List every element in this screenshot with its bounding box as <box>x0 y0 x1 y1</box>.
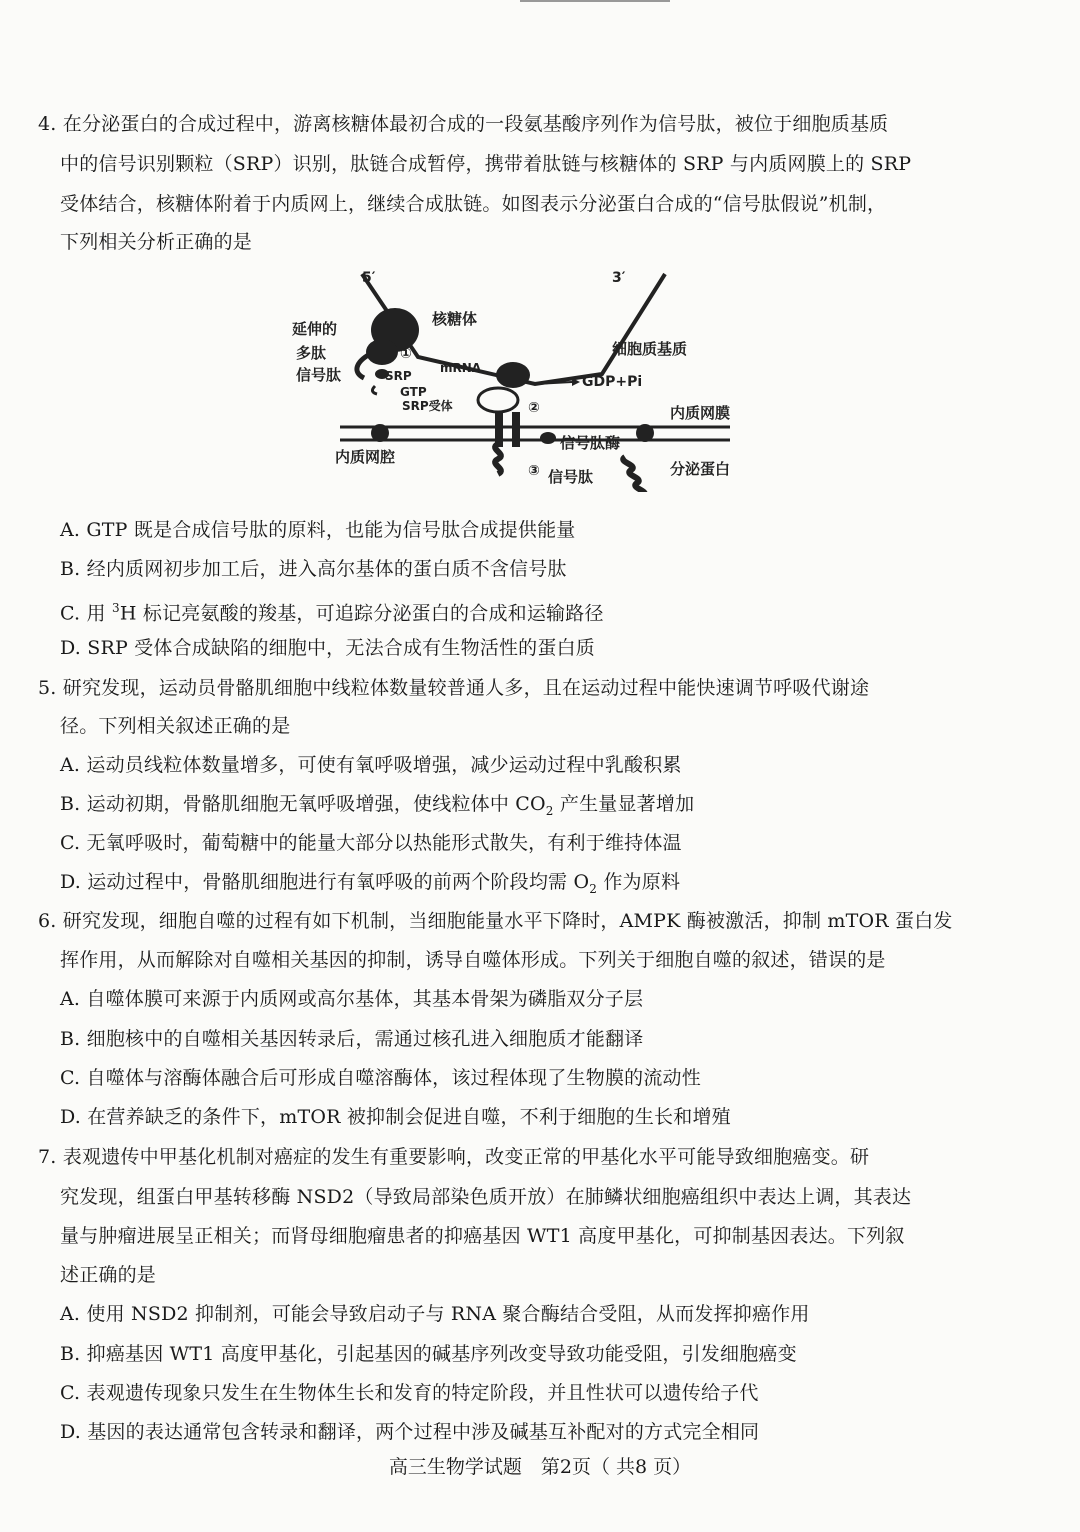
extending-label-2: 多肽 <box>296 344 327 362</box>
q4-stem-line-1: 4. 在分泌蛋白的合成过程中，游离核糖体最初合成的一段氨基酸序列作为信号肽，被位于细胞质基质 <box>38 113 889 135</box>
q4-option-b: B. 经内质网初步加工后，进入高尔基体的蛋白质不含信号肽 <box>60 558 567 580</box>
q5-stem-line-2: 径。下列相关叙述正确的是 <box>60 715 291 737</box>
signal-peptide-left-label: 信号肽 <box>296 366 342 384</box>
q5-option-a: A. 运动员线粒体数量增多，可使有氧呼吸增强，减少运动过程中乳酸积累 <box>60 754 682 776</box>
srp-label: SRP <box>385 369 412 383</box>
srp-receptor-label: SRP受体 <box>402 399 453 413</box>
q7-stem-line-4: 述正确的是 <box>60 1264 157 1286</box>
er-lumen-label: 内质网腔 <box>335 448 396 466</box>
ribosome-label: 核糖体 <box>432 310 478 328</box>
page-footer: 高三生物学试题 第2页（ 共8 页） <box>388 1456 692 1478</box>
mrna-label: mRNA <box>440 361 482 375</box>
q7-option-b: B. 抑癌基因 WT1 高度甲基化，引起基因的碱基序列改变导致功能受阻，引发细胞癌变 <box>60 1343 797 1365</box>
q7-stem-line-1: 7. 表观遗传中甲基化机制对癌症的发生有重要影响，改变正常的甲基化水平可能导致细胞癌变。研 <box>38 1146 870 1168</box>
q6-stem-line-1: 6. 研究发现，细胞自噬的过程有如下机制，当细胞能量水平下降时，AMPK 酶被激活，抑制 mTOR 蛋白发 <box>38 910 953 932</box>
num-1-label: ① <box>400 346 412 362</box>
q5-option-d: D. 运动过程中，骨骼肌细胞进行有氧呼吸的前两个阶段均需 $O_2$ 作为原料 <box>60 871 681 896</box>
q4-stem-line-4: 下列相关分析正确的是 <box>60 231 253 253</box>
gdp-pi-label: GDP+Pi <box>582 374 643 390</box>
q7-option-d: D. 基因的表达通常包含转录和翻译，两个过程中涉及碱基互补配对的方式完全相同 <box>60 1421 760 1443</box>
q6-option-b: B. 细胞核中的自噬相关基因转录后，需通过核孔进入细胞质才能翻译 <box>60 1028 644 1050</box>
signal-peptidase-label: 信号肽酶 <box>560 434 621 452</box>
signal-peptide-diagram <box>290 262 770 492</box>
q5-option-b: B. 运动初期，骨骼肌细胞无氧呼吸增强，使线粒体中 $CO_2$ 产生量显著增加 <box>60 793 695 818</box>
three-prime-label: 3′ <box>612 270 626 286</box>
five-prime-label: 5′ <box>362 270 376 286</box>
num-3-label: ③ <box>528 463 540 479</box>
signal-peptide-right-label: 信号肽 <box>548 468 594 486</box>
q6-stem-line-2: 挥作用，从而解除对自噬相关基因的抑制，诱导自噬体形成。下列关于细胞自噬的叙述，错误的是 <box>60 949 886 971</box>
er-membrane-label: 内质网膜 <box>670 404 731 422</box>
scan-mark <box>520 0 670 2</box>
q7-option-a: A. 使用 NSD2 抑制剂，可能会导致启动子与 RNA 聚合酶结合受阻，从而发挥抑癌作用 <box>60 1303 810 1325</box>
q7-stem-line-3: 量与肿瘤进展呈正相关；而肾母细胞瘤患者的抑癌基因 WT1 高度甲基化，可抑制基因表达。下列叙 <box>60 1225 905 1247</box>
q5-stem-line-1: 5. 研究发现，运动员骨骼肌细胞中线粒体数量较普通人多，且在运动过程中能快速调节呼吸代谢途 <box>38 677 870 699</box>
q7-stem-line-2: 究发现，组蛋白甲基转移酶 NSD2（导致局部染色质开放）在肺鳞状细胞癌组织中表达上调，其表达 <box>60 1186 912 1208</box>
secretory-protein-label: 分泌蛋白 <box>670 460 731 478</box>
q7-option-c: C. 表观遗传现象只发生在生物体生长和发育的特定阶段，并且性状可以遗传给子代 <box>60 1382 759 1404</box>
gtp-label: GTP <box>400 385 427 399</box>
q5-option-c: C. 无氧呼吸时，葡萄糖中的能量大部分以热能形式散失，有利于维持体温 <box>60 832 682 854</box>
q6-option-c: C. 自噬体与溶酶体融合后可形成自噬溶酶体，该过程体现了生物膜的流动性 <box>60 1067 701 1089</box>
q4-stem-line-3: 受体结合，核糖体附着于内质网上，继续合成肽链。如图表示分泌蛋白合成的“信号肽假说”机制， <box>60 193 887 215</box>
q4-option-a: A. GTP 既是合成信号肽的原料，也能为信号肽合成提供能量 <box>60 519 576 541</box>
q6-option-d: D. 在营养缺乏的条件下，mTOR 被抑制会促进自噬，不利于细胞的生长和增殖 <box>60 1106 731 1128</box>
q4-stem-line-2: 中的信号识别颗粒（SRP）识别，肽链合成暂停，携带着肽链与核糖体的 SRP 与内质网膜上的 SRP <box>60 153 912 175</box>
cytoplasm-matrix-label: 细胞质基质 <box>612 340 688 358</box>
num-2-label: ② <box>528 400 540 416</box>
q6-option-a: A. 自噬体膜可来源于内质网或高尔基体，其基本骨架为磷脂双分子层 <box>60 988 644 1010</box>
q4-option-c: C. 用 $^3$H 标记亮氨酸的羧基，可追踪分泌蛋白的合成和运输路径 <box>60 601 604 625</box>
extending-label-1: 延伸的 <box>292 320 338 338</box>
q4-option-d: D. SRP 受体合成缺陷的细胞中，无法合成有生物活性的蛋白质 <box>60 637 595 659</box>
